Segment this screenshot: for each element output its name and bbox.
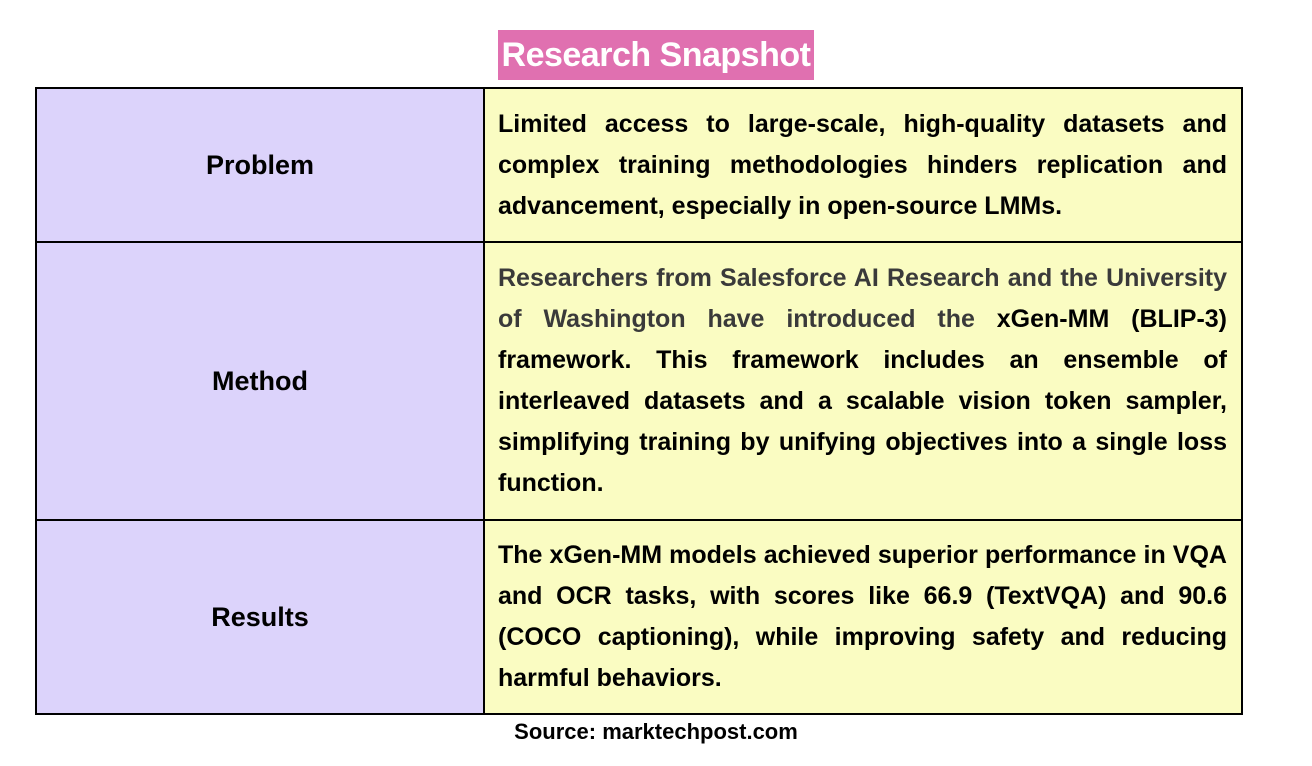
title-container — [0, 30, 1312, 80]
row-label-method: Method — [36, 242, 484, 520]
row-text-results: The xGen-MM models achieved superior performance in VQA and OCR tasks, with scores like 66.9 (TextVQA) and 90.6 (COCO captioning), while improving safety and reducing harmful behaviors. — [484, 520, 1242, 714]
page-title: Research Snapshot — [498, 30, 815, 80]
table-row-method — [36, 242, 1242, 520]
table-row-results — [36, 520, 1242, 714]
row-label-problem: Problem — [36, 88, 484, 242]
row-label-results: Results — [36, 520, 484, 714]
row-text-method — [484, 242, 1242, 520]
method-text-prefix: Researchers from Salesforce AI Research and the University of Washington have introduced the — [498, 264, 1227, 333]
source-credit: Source: marktechpost.com — [514, 719, 798, 744]
table-row-problem — [36, 88, 1242, 242]
method-text-rest: xGen-MM (BLIP-3) framework. This framework includes an ensemble of interleaved datasets and a scalable vision token sampler, simplifying training by unifying objectives into a single loss function. — [498, 305, 1227, 497]
source-container — [0, 716, 1312, 748]
snapshot-table — [35, 87, 1243, 715]
row-text-problem: Limited access to large-scale, high-quality datasets and complex training methodologies hinders replication and advancement, especially in open-source LMMs. — [484, 88, 1242, 242]
